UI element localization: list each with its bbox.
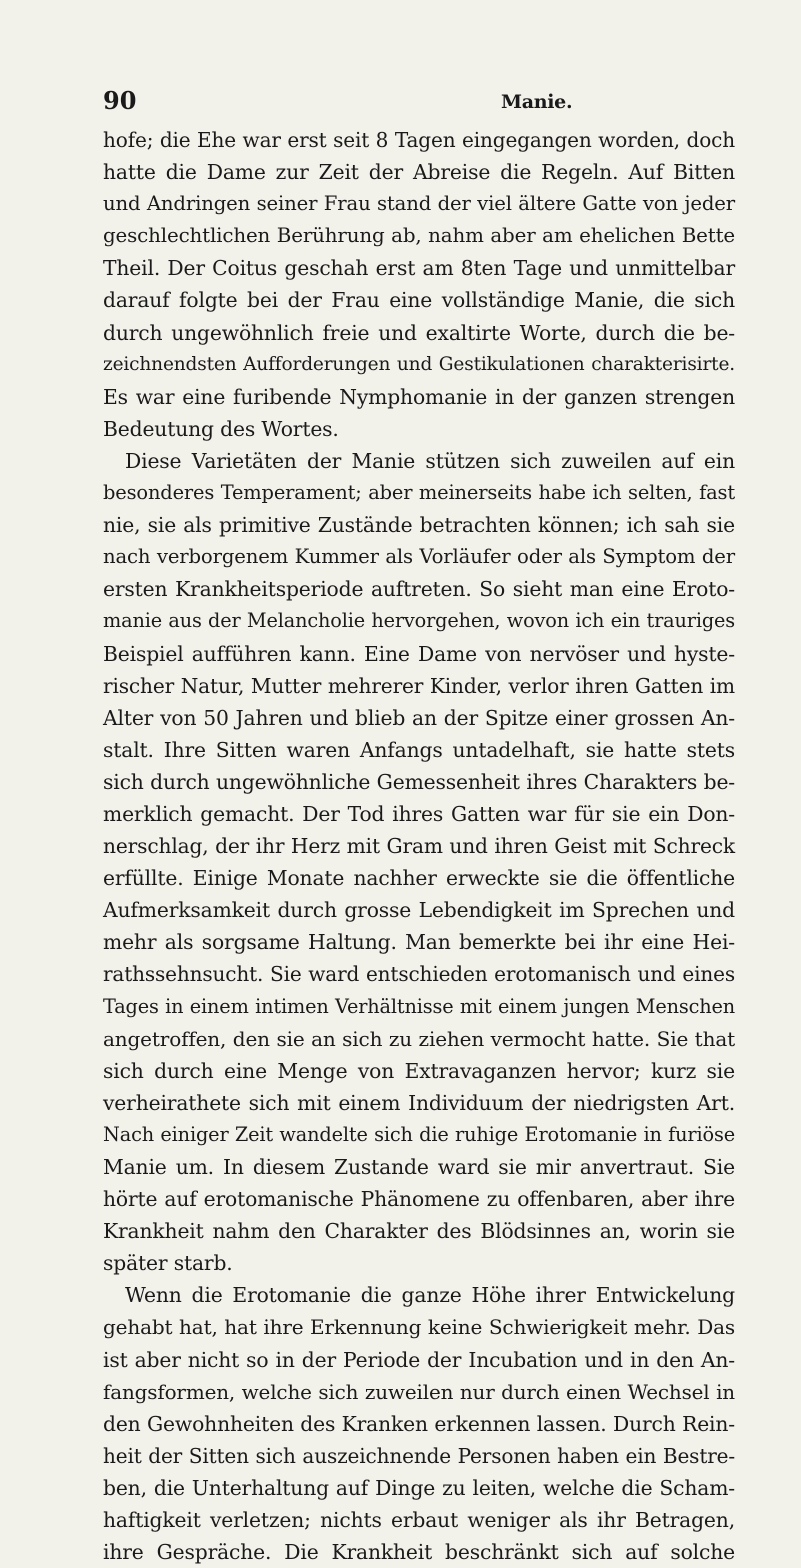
text-line: geschlechtlichen Berührung ab, nahm aber am ehelichen Bette xyxy=(103,224,735,248)
text-line: ist aber nicht so in der Periode der Incubation und in den An- xyxy=(103,1347,735,1372)
text-line: Es war eine furibende Nymphomanie in der ganzen strengen xyxy=(103,384,735,409)
text-line: ersten Krankheitsperiode auftreten. So sieht man eine Eroto- xyxy=(103,577,735,602)
text-line: merklich gemacht. Der Tod ihres Gatten war für sie ein Don- xyxy=(103,801,735,826)
body-text xyxy=(103,124,735,1568)
text-line: Wenn die Erotomanie die ganze Höhe ihrer Entwickelung xyxy=(125,1283,735,1308)
text-line: ihre Gespräche. Die Krankheit beschränkt sich auf solche xyxy=(103,1540,735,1565)
text-line: Aufmerksamkeit durch grosse Lebendigkeit im Sprechen und xyxy=(103,898,735,923)
text-line: nie, sie als primitive Zustände betrachten können; ich sah sie xyxy=(103,513,735,538)
text-line: Nach einiger Zeit wandelte sich die ruhige Erotomanie in furiöse xyxy=(103,1122,735,1146)
text-line: besonderes Temperament; aber meinerseits habe ich selten, fast xyxy=(103,481,735,505)
text-line: Beispiel aufführen kann. Eine Dame von nervöser und hyste- xyxy=(103,641,735,666)
text-line: darauf folgte bei der Frau eine vollständige Manie, die sich xyxy=(103,288,735,313)
text-line: Diese Varietäten der Manie stützen sich zuweilen auf ein xyxy=(125,448,735,473)
text-line: hofe; die Ehe war erst seit 8 Tagen eingegangen worden, doch xyxy=(103,128,735,152)
text-line: Manie um. In diesem Zustande ward sie mir anvertraut. Sie xyxy=(103,1155,735,1179)
text-line: den Gewohnheiten des Kranken erkennen lassen. Durch Rein- xyxy=(103,1411,735,1436)
text-line: zeichnendsten Aufforderungen und Gestikulationen charakterisirte. xyxy=(103,353,735,375)
text-line: und Andringen seiner Frau stand der viel ältere Gatte von jeder xyxy=(103,192,735,216)
text-line: rischer Natur, Mutter mehrerer Kinder, verlor ihren Gatten im xyxy=(103,673,735,698)
text-line: rathssehnsucht. Sie ward entschieden erotomanisch und eines xyxy=(103,962,735,987)
text-line: Bedeutung des Wortes. xyxy=(103,416,339,441)
text-line: fangsformen, welche sich zuweilen nur durch einen Wechsel in xyxy=(103,1379,735,1404)
text-line: verheirathete sich mit einem Individuum der niedrigsten Art. xyxy=(103,1090,735,1115)
text-line: stalt. Ihre Sitten waren Anfangs untadelhaft, sie hatte stets xyxy=(103,737,735,762)
text-line: später starb. xyxy=(103,1251,233,1276)
text-line: erfüllte. Einige Monate nachher erweckte sie die öffentliche xyxy=(103,866,735,891)
text-line: Krankheit nahm den Charakter des Blödsinnes an, worin sie xyxy=(103,1219,735,1244)
text-line: gehabt hat, hat ihre Erkennung keine Schwierigkeit mehr. Das xyxy=(103,1315,735,1340)
running-head: Manie. xyxy=(501,91,573,113)
text-line: Tages in einem intimen Verhältnisse mit einem jungen Menschen xyxy=(103,994,735,1018)
text-line: Alter von 50 Jahren und blieb an der Spitze einer grossen An- xyxy=(103,705,735,730)
text-line: manie aus der Melancholie hervorgehen, wovon ich ein trauriges xyxy=(103,609,735,633)
text-line: mehr als sorgsame Haltung. Man bemerkte bei ihr eine Hei- xyxy=(103,930,735,955)
text-line: ben, die Unterhaltung auf Dinge zu leiten, welche die Scham- xyxy=(103,1475,735,1500)
text-line: nerschlag, der ihr Herz mit Gram und ihren Geist mit Schreck xyxy=(103,834,735,859)
text-line: hatte die Dame zur Zeit der Abreise die Regeln. Auf Bitten xyxy=(103,160,735,185)
text-line: sich durch ungewöhnliche Gemessenheit ihres Charakters be- xyxy=(103,769,735,794)
page-header xyxy=(103,86,735,116)
page-number: 90 xyxy=(103,86,137,115)
text-line: angetroffen, den sie an sich zu ziehen vermocht hatte. Sie that xyxy=(103,1026,735,1051)
text-line: sich durch eine Menge von Extravaganzen hervor; kurz sie xyxy=(103,1058,735,1083)
text-line: durch ungewöhnlich freie und exaltirte Worte, durch die be- xyxy=(103,320,735,345)
text-line: nach verborgenem Kummer als Vorläufer oder als Symptom der xyxy=(103,545,735,569)
text-line: Theil. Der Coitus geschah erst am 8ten Tage und unmittelbar xyxy=(103,256,735,281)
text-line: heit der Sitten sich auszeichnende Personen haben ein Bestre- xyxy=(103,1443,735,1468)
text-line: hörte auf erotomanische Phänomene zu offenbaren, aber ihre xyxy=(103,1187,735,1212)
text-line: haftigkeit verletzen; nichts erbaut weniger als ihr Betragen, xyxy=(103,1508,735,1533)
